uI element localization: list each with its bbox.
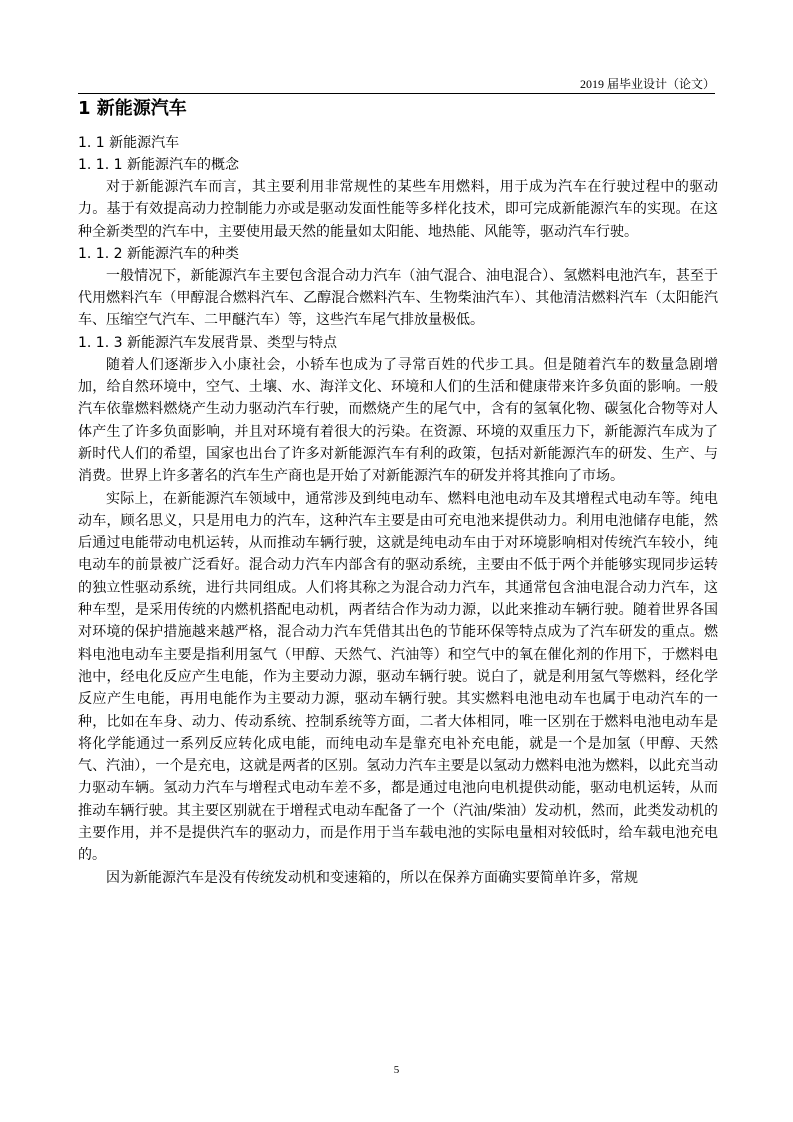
section-heading-1-1-2: 1. 1. 2 新能源汽车的种类 [78,245,239,262]
paragraph-maintenance: 因为新能源汽车是没有传统发动机和变速箱的，所以在保养方面确实要简单许多，常规 [106,869,638,886]
page-body [78,96,718,889]
header-rule [78,93,715,94]
section-heading-1-1-1: 1. 1. 1 新能源汽车的概念 [78,157,239,173]
running-header: 2019 届毕业设计（论文） [579,77,715,91]
page-number: 5 [393,1064,400,1076]
section-heading-1-1: 1. 1 新能源汽车 [78,135,180,151]
paragraph-types: 一般情况下，新能源汽车主要包含混合动力汽车（油气混合、油电混合）、氢燃料电池汽车，甚至于代用燃料汽车（甲醇混合燃料汽车、乙醇混合燃料汽车、生物柴油汽车）、其他清洁燃料汽车（太阳能汽车、压缩空气汽车、二甲醚汽车）等，这些汽车尾气排放量极低。 [78,267,718,329]
chapter-title: 1 新能源汽车 [78,98,187,119]
section-heading-1-1-3: 1. 1. 3 新能源汽车发展背景、类型与特点 [78,334,337,351]
paragraph-background: 随着人们逐渐步入小康社会，小轿车也成为了寻常百姓的代步工具。但是随着汽车的数量急剧增加，给自然环境中，空气、土壤、水、海洋文化、环境和人们的生活和健康带来许多负面的影响。一般汽车依靠燃料燃烧产生动力驱动汽车行驶，而燃烧产生的尾气中，含有的氢氧化物、碳氢化合物等对人体产生了许多负面影响，并且对环境有着很大的污染。在资源、环境的双重压力下，新能源汽车成为了新时代人们的希望，国家也出台了许多对新能源汽车有利的政策，包括对新能源汽车的研发、生产、与消费。世界上许多著名的汽车生产商也是开始了对新能源汽车的研发并将其推向了市场。 [78,356,718,485]
paragraph-concept: 对于新能源汽车而言，其主要利用非常规性的某些车用燃料，用于成为汽车在行驶过程中的驱动力。基于有效提高动力控制能力亦或是驱动发面性能等多样化技术，即可完成新能源汽车的实现。在这种全新类型的汽车中，主要使用最天然的能量如太阳能、地热能、风能等，驱动汽车行驶。 [78,179,718,240]
paragraph-vehicle-types: 实际上，在新能源汽车领域中，通常涉及到纯电动车、燃料电池电动车及其增程式电动车等。纯电动车，顾名思义，只是用电力的汽车，这种汽车主要是由可充电池来提供动力。利用电池储存电能，然后通过电能带动电机运转，从而推动车辆行驶，这就是纯电动车由于对环境影响相对传统汽车较小，纯电动车的前景被广泛看好。混合动力汽车内部含有的驱动系统，主要由不低于两个并能够实现同步运转的独立性驱动系统，进行共同组成。人们将其称之为混合动力汽车，其通常包含油电混合动力汽车，这种车型，是采用传统的内燃机搭配电动机，两者结合作为动力源，以此来推动车辆行驶。随着世界各国对环境的保护措施越来越严格，混合动力汽车凭借其出色的节能环保等特点成为了汽车研发的重点。燃料电池电动车主要是指利用氢气（甲醇、天然气、汽油等）和空气中的氧在催化剂的作用下，于燃料电池中，经电化反应产生电能，作为主要动力源，驱动车辆行驶。说白了，就是利用氢气等燃料，经化学反应产生电能，再用电能作为主要动力源，驱动车辆行驶。其实燃料电池电动车也属于电动汽车的一种，比如在车身、动力、传动系统、控制系统等方面，二者大体相同，唯一区别在于燃料电池电动车是将化学能通过一系列反应转化成电能，而纯电动车是靠充电补充电能，就是一个是加氢（甲醇、天然气、汽油），一个是充电，这就是两者的区别。氢动力汽车主要是以氢动力燃料电池为燃料，以此充当动力驱动车辆。氢动力汽车与增程式电动车差不多，都是通过电池向电机提供动能，驱动电机运转，从而推动车辆行驶。其主要区别就在于增程式电动车配备了一个（汽油/柴油）发动机，然而，此类发动机的主要作用，并不是提供汽车的驱动力，而是作用于当车载电池的实际电量相对较低时，给车载电池充电的。 [78,490,718,864]
